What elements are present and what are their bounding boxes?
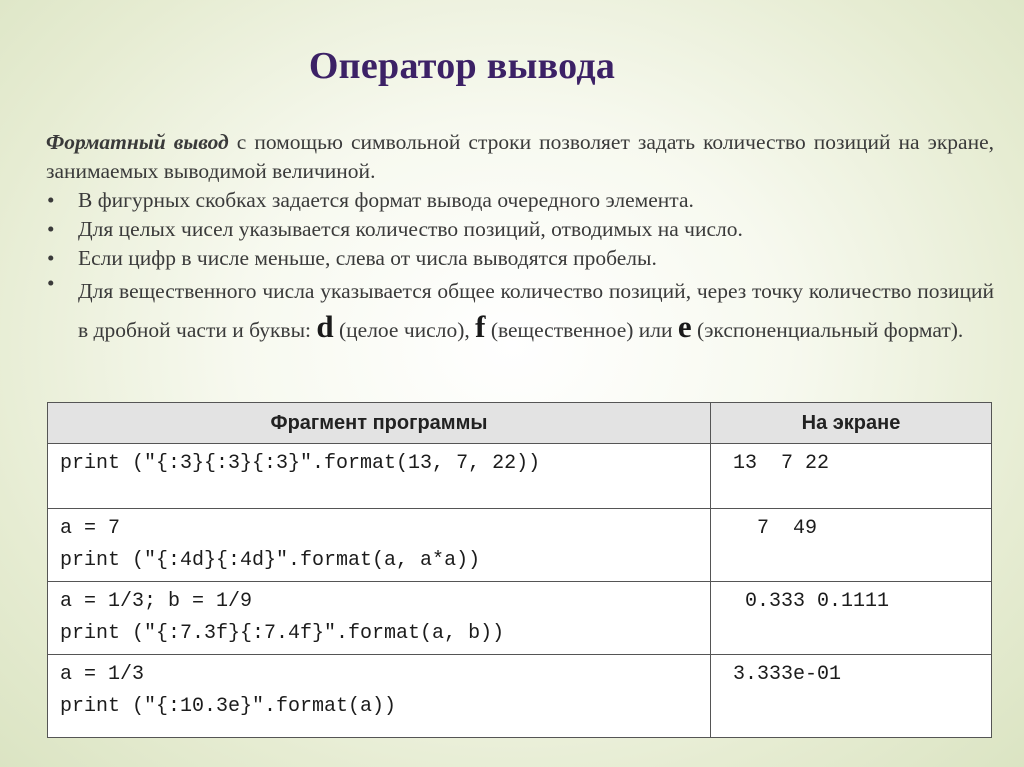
bullet-line-1: Для вещественного числа указывается общее количество позиций, через точку [78, 279, 804, 303]
bullet-item [46, 215, 994, 244]
intro-text: с помощью символьной строки позволяет задать количество позиций на экране, занимаемых выводимой величиной. [46, 130, 995, 183]
header-fragment: Фрагмент программы [48, 403, 711, 444]
slide-title: Оператор вывода [308, 45, 616, 87]
table-row [48, 582, 992, 655]
bullet-dot: • [47, 217, 55, 241]
bullet-text: Для целых чисел указывается количество позиций, отводимых на число. [78, 217, 743, 241]
bullet-dot: • [47, 188, 55, 212]
header-screen: На экране [711, 403, 992, 444]
letter-e: e [677, 309, 692, 344]
output-cell: 7 49 [711, 509, 992, 582]
table-header-row [48, 403, 992, 444]
table-row [48, 444, 992, 509]
bullet-item [46, 244, 994, 273]
bullet-part-2: количество позиций в дробной части и буквы: [78, 279, 994, 342]
bullet-text-float-format [78, 273, 994, 348]
bullet-part-3: (целое число), [333, 318, 470, 342]
bullet-part-4: (вещественное) или [485, 318, 678, 342]
slide-body [46, 128, 994, 348]
bullet-text: Если цифр в числе меньше, слева от числа выводятся пробелы. [78, 246, 657, 270]
letter-f: f [475, 309, 486, 344]
bullet-dot: • [47, 271, 55, 295]
output-cell: 0.333 0.1111 [711, 582, 992, 655]
bullet-part-5: (экспоненциальный формат). [691, 318, 964, 342]
intro-emphasis: Форматный вывод [46, 130, 229, 154]
letter-d: d [316, 309, 334, 344]
format-examples-table [47, 402, 992, 738]
bullet-item [46, 186, 994, 215]
code-cell: print ("{:3}{:3}{:3}".format(13, 7, 22)) [48, 444, 711, 509]
output-cell: 13 7 22 [711, 444, 992, 509]
bullet-text: В фигурных скобках задается формат вывода очередного элемента. [78, 188, 694, 212]
bullet-dot: • [47, 246, 55, 270]
intro-paragraph [46, 128, 994, 186]
code-cell: a = 7 print ("{:4d}{:4d}".format(a, a*a)) [48, 509, 711, 582]
code-cell: a = 1/3; b = 1/9 print ("{:7.3f}{:7.4f}".format(a, b)) [48, 582, 711, 655]
table-row [48, 655, 992, 738]
code-cell: a = 1/3 print ("{:10.3e}".format(a)) [48, 655, 711, 738]
bullet-list [46, 186, 994, 348]
table-row [48, 509, 992, 582]
bullet-item [46, 273, 994, 348]
output-cell: 3.333e-01 [711, 655, 992, 738]
